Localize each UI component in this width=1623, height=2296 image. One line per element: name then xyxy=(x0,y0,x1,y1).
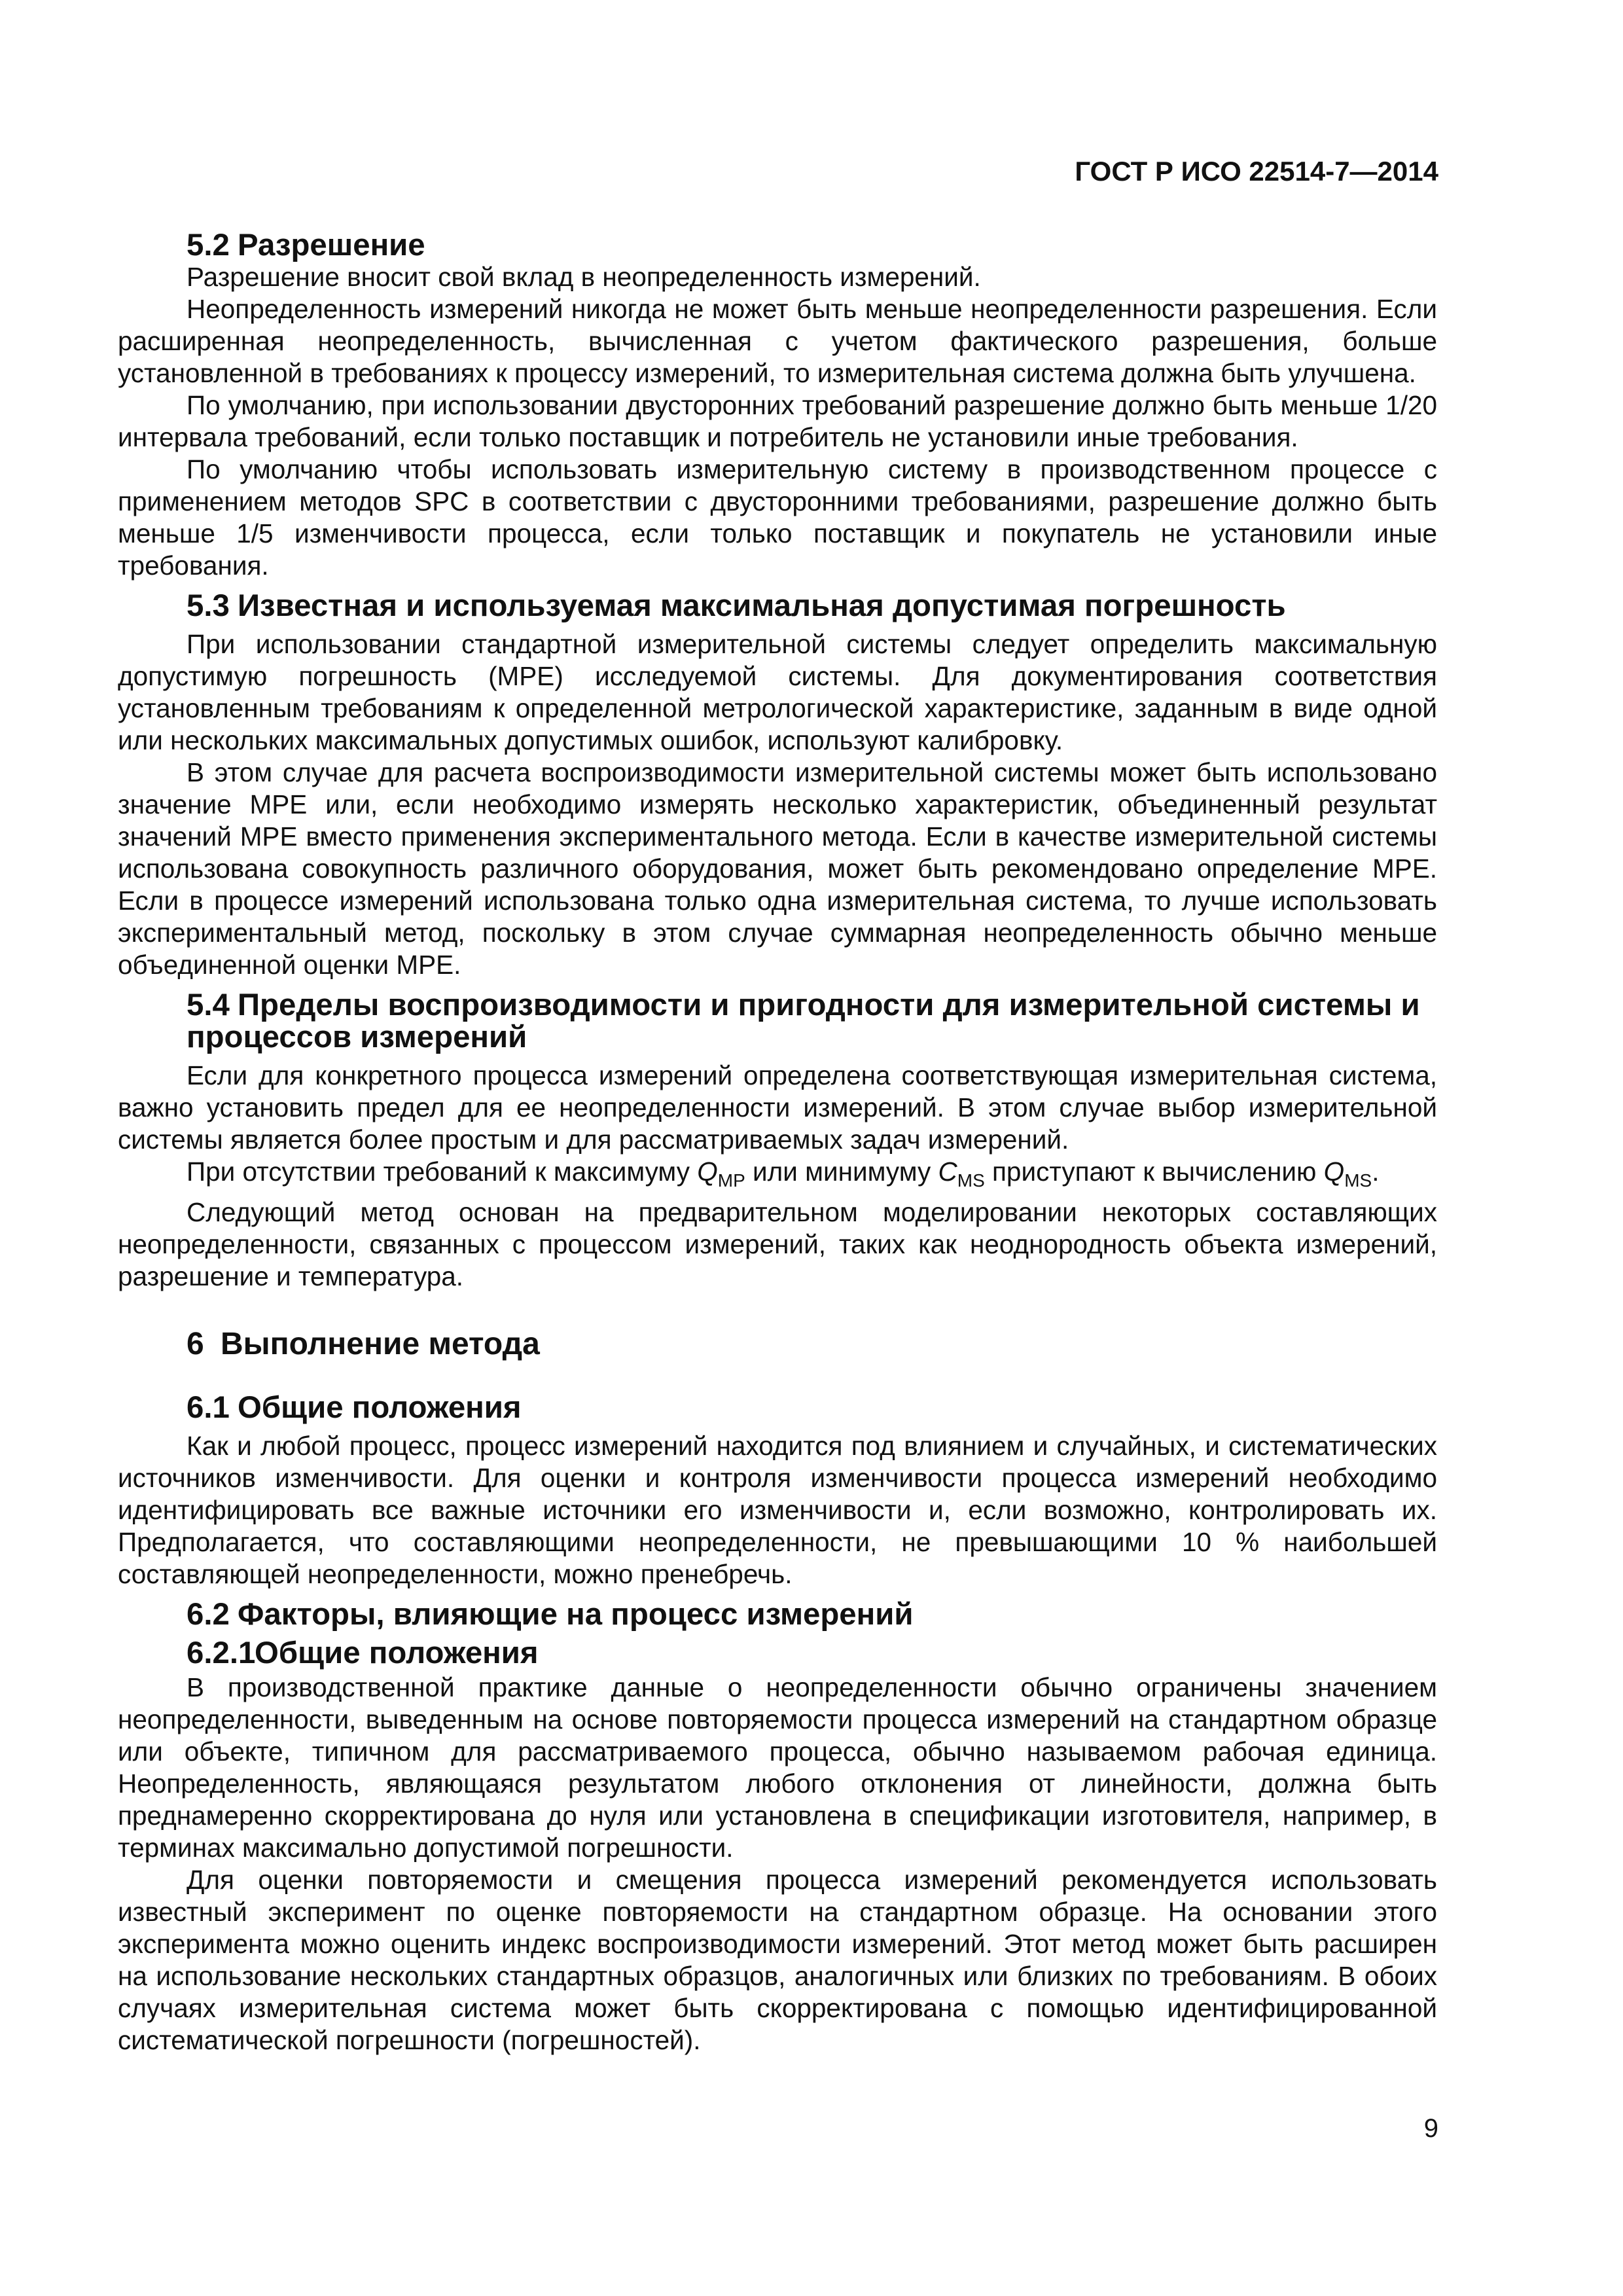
section-6-2-heading xyxy=(118,1598,1437,1630)
subscript-mp: MP xyxy=(717,1170,745,1191)
paragraph: В этом случае для расчета воспроизводимости измерительной системы может быть использовано значение МРЕ или, если необходимо измерять несколько характеристик, объединенный результат значений МРЕ вместо применения экспериментального метода. Если в качестве измерительной системы использована совокупность различного оборудования, может быть рекомендовано определение МРЕ. Если в процессе измерений использована только одна измерительная система, то лучше использовать экспериментальный метод, поскольку в этом случае суммарная неопределенность обычно меньше объединенной оценки МРЕ. xyxy=(118,757,1437,980)
section-title: Известная и используемая максимальная допустимая погрешность xyxy=(238,588,1286,623)
section-title: Общие положения xyxy=(238,1390,522,1425)
symbol-q: Q xyxy=(697,1157,718,1187)
paragraph: Разрешение вносит свой вклад в неопределенность измерений. xyxy=(187,262,981,292)
chapter-title: Выполнение метода xyxy=(221,1327,540,1361)
section-5-3-heading xyxy=(118,590,1437,622)
section-title: Факторы, влияющие на процесс измерений xyxy=(238,1597,914,1632)
chapter-6-heading xyxy=(118,1328,1437,1360)
paragraph-with-formulas xyxy=(118,1156,1437,1196)
section-title: Пределы воспроизводимости и пригодности для измерительной системы и процессов измерений xyxy=(187,988,1420,1054)
paragraph: Следующий метод основан на предварительном моделировании некоторых составляющих неопределенности, связанных с процессом измерений, таких как неоднородность объекта измерений, разрешение и температура. xyxy=(118,1197,1437,1291)
page-content xyxy=(118,229,1437,2056)
paragraph: Неопределенность измерений никогда не может быть меньше неопределенности разрешения. Если расширенная неопределенность, вычисленная с учетом фактического разрешения, больше установленной в требованиях к процессу измерений, то измерительная система должна быть улучшена. xyxy=(118,294,1437,388)
section-6-2-1-heading xyxy=(118,1637,1437,1669)
section-number: 5.2 xyxy=(187,228,230,262)
paragraph: Как и любой процесс, процесс измерений находится под влиянием и случайных, и систематических источников изменчивости. Для оценки и контроля изменчивости процесса измерений необходимо идентифицировать все важные источники его изменчивости и, если возможно, контролировать их. Предполагается, что составляющими неопределенности, не превышающими 10 % наибольшей составляющей неопределенности, можно пренебречь. xyxy=(118,1431,1437,1589)
section-number: 6.2 xyxy=(187,1597,230,1632)
section-5-2-heading xyxy=(118,229,1437,261)
text-fragment: . xyxy=(1372,1157,1380,1187)
page-number: 9 xyxy=(1423,2114,1438,2143)
chapter-number: 6 xyxy=(187,1327,204,1361)
paragraph: По умолчанию, при использовании двусторонних требований разрешение должно быть меньше 1/20 интервала требований, если только поставщик и потребитель не установили иные требования. xyxy=(118,390,1437,452)
paragraph: При использовании стандартной измерительной системы следует определить максимальную допустимую погрешность (МРЕ) исследуемой системы. Для документирования соответствия установленным требованиям к определенной метрологической характеристике, заданным в виде одной или нескольких максимальных допустимых ошибок, используют калибровку. xyxy=(118,629,1437,755)
document-code-header: ГОСТ Р ИСО 22514-7—2014 xyxy=(1075,156,1438,187)
text-fragment: или минимуму xyxy=(745,1157,938,1187)
section-number: 5.4 xyxy=(187,988,230,1022)
paragraph: Для оценки повторяемости и смещения процесса измерений рекомендуется использовать известный эксперимент по оценке повторяемости на стандартном образце. На основании этого эксперимента можно оценить индекс воспроизводимости измерений. Этот метод может быть расширен на использование нескольких стандартных образцов, аналогичных или близких по требованиям. В обоих случаях измерительная система может быть скорректирована с помощью идентифицированной систематической погрешности (погрешностей). xyxy=(118,1865,1437,2055)
subscript-ms: MS xyxy=(1344,1170,1372,1191)
paragraph: Если для конкретного процесса измерений определена соответствующая измерительная система, важно установить предел для ее неопределенности измерений. В этом случае выбор измерительной системы является более простым и для рассматриваемых задач измерений. xyxy=(118,1060,1437,1155)
paragraph: В производственной практике данные о неопределенности обычно ограничены значением неопределенности, выведенным на основе повторяемости процесса измерений на стандартном образце или объекте, типичном для рассматриваемого процесса, обычно называемом рабочая единица. Неопределенность, являющаяся результатом любого отклонения от линейности, должна быть преднамеренно скорректирована до нуля или установлена в спецификации изготовителя, например, в терминах максимально допустимой погрешности. xyxy=(118,1672,1437,1863)
section-title: Общие положения xyxy=(255,1636,539,1670)
section-title: Разрешение xyxy=(238,228,425,262)
paragraph: По умолчанию чтобы использовать измерительную систему в производственном процессе с применением методов SPC в соответствии с двусторонними требованиями, разрешение должно быть меньше 1/5 изменчивости процесса, если только поставщик и покупатель не установили иные требования. xyxy=(118,454,1437,581)
section-number: 6.2.1 xyxy=(187,1636,256,1670)
section-number: 5.3 xyxy=(187,588,230,623)
section-5-4-heading xyxy=(118,989,1437,1053)
text-fragment: приступают к вычислению xyxy=(984,1157,1324,1187)
subscript-ms: MS xyxy=(957,1170,985,1191)
text-fragment: При отсутствии требований к максимуму xyxy=(187,1157,698,1187)
section-6-1-heading xyxy=(118,1391,1437,1424)
symbol-q: Q xyxy=(1323,1157,1345,1187)
symbol-c: C xyxy=(938,1157,957,1187)
section-number: 6.1 xyxy=(187,1390,230,1425)
